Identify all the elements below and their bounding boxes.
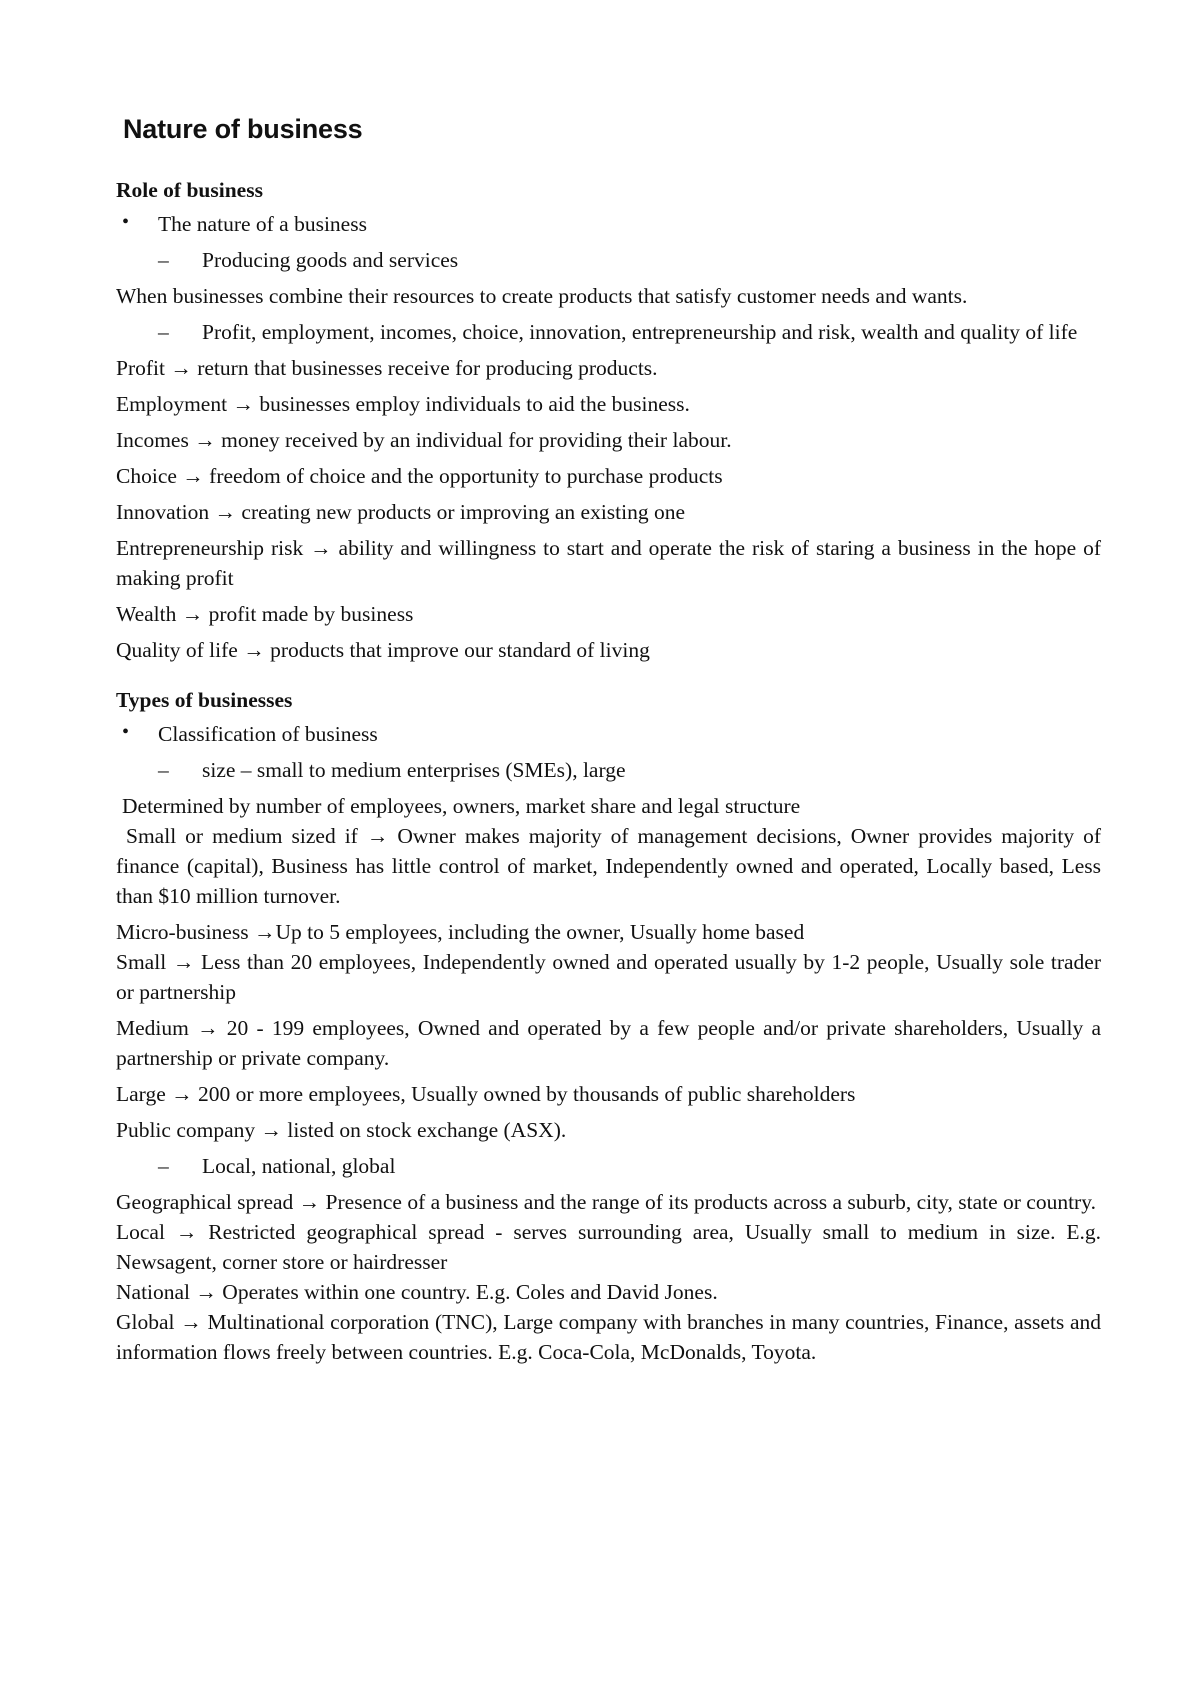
- arrow-glyph: →: [253, 920, 276, 944]
- definition-term: Choice: [116, 464, 177, 488]
- definition-text: creating new products or improving an existing one: [241, 500, 686, 524]
- definition-text: Less than 20 employees, Independently owned and operated usually by 1-2 people, Usually sole trader or partnership: [116, 950, 1102, 1004]
- definition-text: return that businesses receive for producing products.: [197, 356, 658, 380]
- definition-text: products that improve our standard of living: [270, 638, 650, 662]
- definition-text: Presence of a business and the range of its products across a suburb, city, state or country.: [325, 1190, 1096, 1214]
- definition-text: profit made by business: [208, 602, 414, 626]
- definition-text: freedom of choice and the opportunity to purchase products: [209, 464, 723, 488]
- arrow-glyph: →: [175, 1220, 198, 1244]
- arrow-glyph: →: [170, 356, 192, 380]
- definition-term: Profit: [116, 356, 165, 380]
- arrow-glyph: →: [260, 1118, 283, 1142]
- definition-line: [116, 497, 1101, 527]
- section-heading-role: Role of business: [116, 178, 263, 202]
- arrow-glyph: →: [182, 464, 204, 488]
- document-body: [116, 175, 1101, 1367]
- definition-text: Up to 5 employees, including the owner, Usually home based: [275, 920, 805, 944]
- arrow-glyph: →: [243, 638, 265, 662]
- definition-text: Multinational corporation (TNC), Large company with branches in many countries, Finance, assets and information flows freely between countries. E.g. Coca-Cola, McDonalds, Toyota.: [116, 1310, 1102, 1364]
- definition-term: Entrepreneurship risk: [116, 536, 304, 560]
- arrow-glyph: →: [195, 1280, 217, 1304]
- paragraph: [116, 821, 1101, 911]
- definition-text: ability and willingness to start and operate the risk of staring a business in the hope of making profit: [116, 536, 1102, 590]
- arrow-glyph: →: [171, 1082, 193, 1106]
- dash-item: – Profit, employment, incomes, choice, innovation, entrepreneurship and risk, wealth and quality of life: [116, 317, 1101, 347]
- section-gap: [116, 671, 1101, 685]
- arrow-glyph: →: [310, 536, 332, 560]
- definition-line: [116, 1079, 1101, 1109]
- definition-term: Quality of life: [116, 638, 238, 662]
- arrow-glyph: →: [180, 1310, 202, 1334]
- paragraph: Determined by number of employees, owners, market share and legal structure: [122, 794, 801, 818]
- bullet-item: • Classification of business: [116, 719, 1101, 749]
- arrow-glyph: →: [232, 392, 254, 416]
- definition-term: Medium: [116, 1016, 189, 1040]
- definition-line: [116, 1115, 1101, 1145]
- dash-item: – Local, national, global: [116, 1151, 1101, 1181]
- definition-term: Public company: [116, 1118, 256, 1142]
- definition-line: [116, 425, 1101, 455]
- definition-line: [116, 389, 1101, 419]
- definition-text: 20 - 199 employees, Owned and operated by a few people and/or private shareholders, Usually a partnership or private company.: [116, 1016, 1102, 1070]
- definition-line: [116, 533, 1101, 593]
- definition-term: Innovation: [116, 500, 210, 524]
- arrow-glyph: →: [194, 428, 216, 452]
- arrow-glyph: →: [197, 1016, 219, 1040]
- page-title: Nature of business: [123, 114, 363, 144]
- paragraph: When businesses combine their resources to create products that satisfy customer needs and wants.: [116, 284, 968, 308]
- bullet-item: • The nature of a business: [116, 209, 1101, 239]
- definition-text: Owner makes majority of management decisions, Owner provides majority of finance (capital), Business has little control of market, Independently owned and operated, Locally based, Less than $10 million turnover.: [116, 824, 1101, 908]
- definition-term: Micro-business: [116, 920, 249, 944]
- definition-line: [116, 1277, 1101, 1307]
- definition-text: 200 or more employees, Usually owned by thousands of public shareholders: [198, 1082, 856, 1106]
- arrow-glyph: →: [172, 950, 195, 974]
- dash-item: – Producing goods and services: [116, 245, 1101, 275]
- definition-term: Wealth: [116, 602, 177, 626]
- definition-text: listed on stock exchange (ASX).: [287, 1118, 567, 1142]
- arrow-glyph: →: [214, 500, 237, 524]
- arrow-glyph: →: [181, 602, 204, 626]
- definition-line: [116, 917, 1101, 947]
- definition-line: [116, 1013, 1101, 1073]
- definition-line: [116, 947, 1101, 1007]
- definition-term: Small or medium sized if: [126, 824, 358, 848]
- definition-line: [116, 461, 1101, 491]
- definition-term: Local: [116, 1220, 165, 1244]
- definition-text: Restricted geographical spread - serves surrounding area, Usually small to medium in size. E.g. Newsagent, corner store or hairdresser: [116, 1220, 1102, 1274]
- definition-text: money received by an individual for providing their labour.: [221, 428, 732, 452]
- definition-line: [116, 353, 1101, 383]
- definition-term: National: [116, 1280, 191, 1304]
- definition-term: Geographical spread: [116, 1190, 294, 1214]
- definition-line: [116, 1307, 1101, 1367]
- definition-term: Large: [116, 1082, 166, 1106]
- dash-item: – size – small to medium enterprises (SMEs), large: [116, 755, 1101, 785]
- definition-term: Employment: [116, 392, 228, 416]
- definition-line: [116, 1217, 1101, 1277]
- definition-text: Operates within one country. E.g. Coles and David Jones.: [222, 1280, 718, 1304]
- arrow-glyph: →: [366, 824, 389, 848]
- definition-line: [116, 635, 1101, 665]
- definition-text: businesses employ individuals to aid the business.: [259, 392, 690, 416]
- definition-term: Global: [116, 1310, 175, 1334]
- definition-line: [116, 599, 1101, 629]
- definition-term: Small: [116, 950, 167, 974]
- definition-line: [116, 1187, 1101, 1217]
- arrow-glyph: →: [298, 1190, 321, 1214]
- section-heading-types: Types of businesses: [116, 688, 293, 712]
- definition-term: Incomes: [116, 428, 189, 452]
